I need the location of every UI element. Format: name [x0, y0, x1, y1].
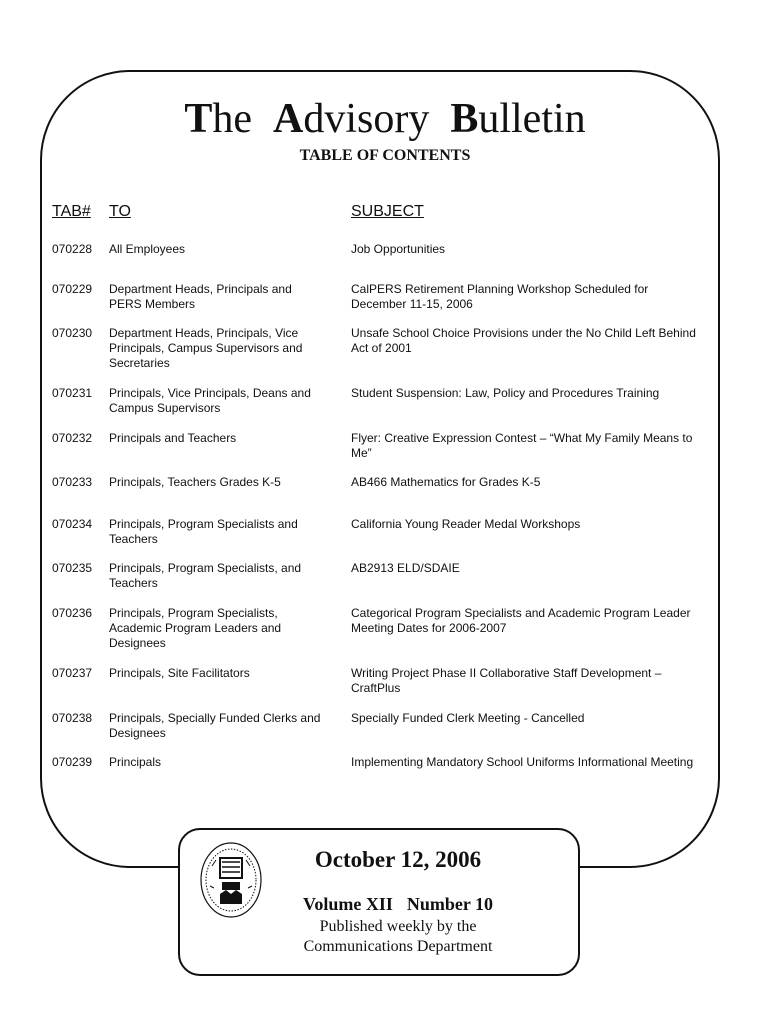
recipient-line: Secretaries — [109, 356, 170, 370]
title-word-rest: he — [212, 96, 252, 142]
volume-label: Volume XII — [302, 894, 393, 914]
tab-number: 070234 — [52, 517, 93, 531]
tab-number: 070232 — [52, 431, 93, 445]
subject-cell — [351, 517, 721, 532]
tab-number: 070230 — [52, 326, 93, 340]
recipient-line: Teachers — [109, 576, 158, 590]
tab-number: 070235 — [52, 561, 93, 575]
subject-cell — [351, 431, 721, 461]
subject-line: AB2913 ELD/SDAIE — [351, 561, 460, 575]
tab-number: 070229 — [52, 282, 93, 296]
subject-cell — [351, 711, 721, 726]
subject-cell — [351, 666, 721, 696]
subject-line: Job Opportunities — [351, 242, 446, 256]
table-of-contents-heading: TABLE OF CONTENTS — [299, 147, 471, 164]
recipient-cell — [109, 606, 339, 651]
publisher-note — [262, 917, 534, 957]
title-word-rest: dvisory — [303, 96, 430, 142]
recipient-line: Principals — [109, 755, 162, 769]
number-label: Number 10 — [406, 894, 494, 914]
recipient-line: Teachers — [109, 532, 158, 546]
recipient-line: Principals, Teachers Grades K-5 — [109, 475, 281, 489]
tab-number: 070228 — [52, 242, 93, 256]
recipient-cell — [109, 431, 339, 446]
recipient-line: Principals, Specially Funded Clerks and — [109, 711, 321, 725]
tab-number: 070236 — [52, 606, 93, 620]
recipient-line: PERS Members — [109, 297, 196, 311]
recipient-line: Academic Program Leaders and — [109, 621, 282, 635]
publisher-line-1: Published weekly by the — [319, 918, 477, 935]
subject-line: December 11-15, 2006 — [351, 297, 473, 311]
tab-number: 070231 — [52, 386, 93, 400]
publisher-line-2: Communications Department — [303, 938, 493, 955]
recipient-line: Principals, Program Specialists, and — [109, 561, 302, 575]
tab-number: 070239 — [52, 755, 93, 769]
column-header-to: TO — [109, 203, 131, 220]
subject-line: CraftPlus — [351, 681, 401, 695]
subject-line: Me” — [351, 446, 372, 460]
subject-line: California Young Reader Medal Workshops — [351, 517, 581, 531]
bulletin-title — [0, 94, 770, 144]
recipient-cell — [109, 475, 339, 490]
subject-cell — [351, 282, 721, 312]
subject-cell — [351, 386, 721, 401]
subject-line: Writing Project Phase II Collaborative Staff Development – — [351, 666, 662, 680]
title-word-rest: ulletin — [478, 96, 586, 142]
subject-line: Student Suspension: Law, Policy and Procedures Training — [351, 386, 660, 400]
bulletin-frame — [40, 70, 720, 868]
subject-line: Implementing Mandatory School Uniforms Informational Meeting — [351, 755, 694, 769]
recipient-cell — [109, 282, 339, 312]
recipient-cell — [109, 326, 339, 371]
subject-line: Meeting Dates for 2006-2007 — [351, 621, 507, 635]
subject-line: Categorical Program Specialists and Academic Program Leader — [351, 606, 691, 620]
recipient-line: Principals, Program Specialists, — [109, 606, 278, 620]
column-header-subject: SUBJECT — [351, 203, 424, 220]
subject-cell — [351, 755, 721, 770]
tab-number: 070237 — [52, 666, 93, 680]
recipient-line: Department Heads, Principals, Vice — [109, 326, 299, 340]
recipient-line: Designees — [109, 726, 166, 740]
subject-line: Flyer: Creative Expression Contest – “What My Family Means to — [351, 431, 693, 445]
recipient-line: Principals, Campus Supervisors and — [109, 341, 303, 355]
district-seal-icon — [198, 840, 264, 920]
subject-line: Unsafe School Choice Provisions under the No Child Left Behind — [351, 326, 696, 340]
recipient-line: Principals, Vice Principals, Deans and — [109, 386, 311, 400]
title-initial-b: B — [450, 96, 479, 142]
subject-cell — [351, 242, 721, 257]
title-initial-t: T — [184, 96, 213, 142]
recipient-cell — [109, 386, 339, 416]
recipient-line: Campus Supervisors — [109, 401, 221, 415]
recipient-cell — [109, 517, 339, 547]
recipient-cell — [109, 711, 339, 741]
column-header-tab: TAB# — [52, 203, 91, 220]
tab-number: 070233 — [52, 475, 93, 489]
recipient-line: Principals and Teachers — [109, 431, 237, 445]
subject-line: Act of 2001 — [351, 341, 412, 355]
subject-cell — [351, 475, 721, 490]
subject-line: Specially Funded Clerk Meeting - Cancelled — [351, 711, 585, 725]
subject-line: AB466 Mathematics for Grades K-5 — [351, 475, 541, 489]
subject-cell — [351, 326, 721, 356]
tab-number: 070238 — [52, 711, 93, 725]
issue-date: October 12, 2006 — [314, 847, 482, 872]
recipient-line: All Employees — [109, 242, 186, 256]
subject-cell — [351, 606, 721, 636]
volume-number-line — [262, 893, 534, 915]
subject-line: CalPERS Retirement Planning Workshop Scheduled for — [351, 282, 649, 296]
recipient-line: Designees — [109, 636, 166, 650]
recipient-line: Principals, Program Specialists and — [109, 517, 298, 531]
recipient-cell — [109, 666, 339, 681]
title-initial-a: A — [272, 96, 304, 142]
recipient-cell — [109, 561, 339, 591]
recipient-cell — [109, 755, 339, 770]
recipient-cell — [109, 242, 339, 257]
recipient-line: Department Heads, Principals and — [109, 282, 292, 296]
recipient-line: Principals, Site Facilitators — [109, 666, 250, 680]
subject-cell — [351, 561, 721, 576]
